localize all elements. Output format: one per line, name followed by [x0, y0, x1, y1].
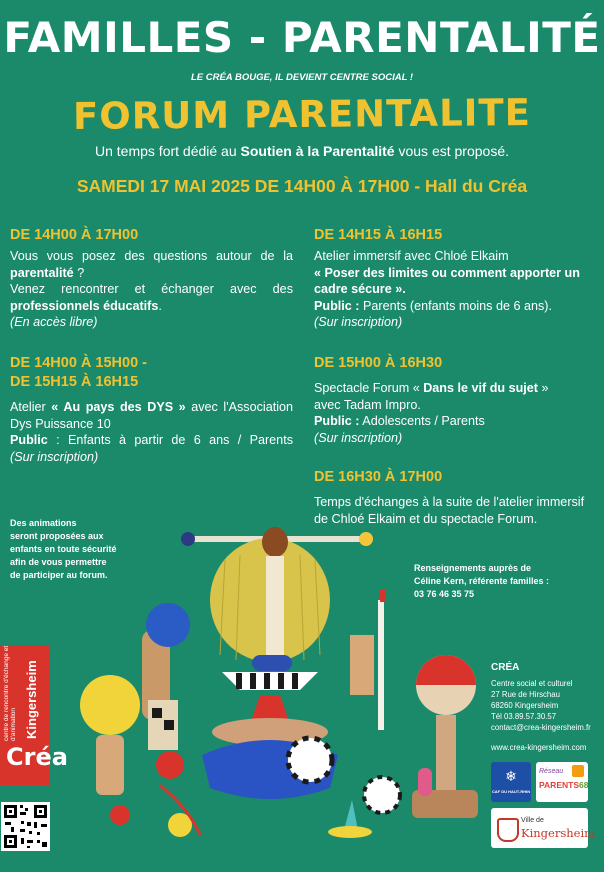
section-body	[314, 380, 596, 446]
body-bold: « Au pays des DYS »	[51, 400, 186, 414]
intro-bold: Soutien à la Parentalité	[240, 143, 395, 159]
body-text: .	[158, 298, 162, 313]
section-heading: DE 15H15 À 16H15	[10, 374, 139, 390]
ball-icon	[181, 532, 195, 546]
body-text: Spectacle Forum «	[314, 381, 424, 395]
section-heading: DE 16H30 À 17H00	[314, 469, 443, 485]
crea-name: CRÉA	[491, 662, 520, 673]
parents-number: 68	[579, 780, 589, 790]
body-text: : Enfants à partir de 6 ans / Parents	[47, 433, 293, 447]
body-text: ?	[73, 265, 85, 280]
ville-small-label: Ville de	[521, 817, 544, 824]
body-line: Temps d'échanges à la suite de l'atelier immersif	[314, 495, 585, 509]
body-bold: parentalité	[10, 265, 74, 280]
body-line: Vous vous posez des questions autour de la	[10, 249, 293, 263]
body-bold: Public	[10, 433, 48, 447]
contact-phone[interactable]: 03 76 46 35 75	[414, 589, 475, 599]
crea-logo	[0, 645, 68, 785]
right-section-1	[314, 226, 596, 331]
reseau-parents-logo	[536, 762, 588, 802]
doll-body-icon	[266, 556, 284, 656]
ball-icon	[359, 532, 373, 546]
intro-pre: Un temps fort dédié au	[95, 143, 241, 159]
blue-ball-icon	[146, 603, 190, 647]
doll-head-icon	[262, 527, 288, 557]
body-text: avec l'Association	[185, 400, 294, 414]
body-line: Venez rencontrer et échanger avec des	[10, 282, 293, 296]
section-body	[10, 399, 293, 465]
crea-logo-tagline: centre de rencontre d'échange et d'animation	[3, 645, 17, 741]
intro-post: vous est proposé.	[394, 143, 509, 159]
email-link[interactable]: contact@crea-kingersheim.fr	[491, 723, 591, 732]
caf-label: CAF DU HAUT-RHIN	[491, 789, 531, 794]
address-line: Tél 03.89.57.30.57	[491, 712, 557, 721]
section-body	[10, 248, 293, 331]
contact-line: Céline Kern, référente familles :	[414, 576, 550, 586]
date-text: SAMEDI 17 MAI 2025 DE 14H00 À 17H00	[76, 176, 410, 196]
caf-logo	[491, 762, 531, 802]
puzzle-icon	[572, 765, 584, 777]
contact-line: Renseignements auprès de	[414, 563, 532, 573]
contact-block	[414, 562, 594, 601]
note-line: enfants en toute sécurité	[10, 544, 117, 554]
body-text: Parents (enfants moins de 6 ans).	[359, 298, 552, 313]
animations-note	[10, 517, 150, 582]
section-body	[314, 248, 596, 331]
website-link[interactable]: www.crea-kingersheim.com	[491, 743, 587, 752]
forum-title: FORUM PARENTALITE	[72, 91, 532, 138]
address-line: Centre social et culturel	[491, 679, 573, 688]
section-heading: DE 14H00 À 17H00	[10, 227, 139, 243]
left-section-2	[10, 354, 293, 465]
body-text: »	[537, 381, 549, 395]
crea-logo-mark: Créa	[6, 743, 68, 771]
note-line: afin de vous permettre	[10, 557, 107, 567]
body-line: avec Tadam Impro.	[314, 397, 421, 412]
body-line: Dys Puissance 10	[10, 416, 111, 431]
reseau-label: Réseau	[539, 768, 564, 775]
body-bold: Public :	[314, 298, 360, 313]
qr-code-icon[interactable]	[1, 802, 50, 851]
access-note: (En accès libre)	[10, 315, 98, 329]
right-section-3	[314, 468, 598, 527]
note-line: seront proposées aux	[10, 531, 104, 541]
body-line: Atelier immersif avec Chloé Elkaim	[314, 249, 509, 263]
body-bold: professionnels éducatifs	[10, 298, 159, 313]
yellow-ball-icon	[80, 675, 140, 735]
tagline: LE CRÉA BOUGE, IL DEVIENT CENTRE SOCIAL !	[190, 72, 414, 83]
ville-label: Kingersheim	[521, 826, 596, 840]
body-bold: « Poser des limites ou comment apporter un	[314, 265, 580, 280]
ville-kingersheim-logo	[491, 808, 596, 848]
address-line: 68260 Kingersheim	[491, 701, 559, 710]
address-line: 27 Rue de Hirschau	[491, 690, 560, 699]
body-bold: cadre sécure ».	[314, 282, 406, 296]
right-section-2	[314, 354, 596, 446]
body-text: Atelier	[10, 400, 52, 414]
body-text: Adolescents / Parents	[359, 414, 485, 428]
registration-note: (Sur inscription)	[10, 449, 99, 464]
registration-note: (Sur inscription)	[314, 430, 403, 445]
registration-note: (Sur inscription)	[314, 315, 403, 329]
intro-line	[0, 143, 604, 159]
snowflake-icon: ❄	[505, 768, 517, 784]
body-bold: Dans le vif du sujet	[423, 381, 538, 395]
main-title: FAMILLES - PARENTALITÉ	[3, 13, 601, 62]
body-bold: Public :	[314, 414, 360, 428]
crea-logo-town: Kingersheim	[24, 660, 39, 739]
date-place: - Hall du Créa	[409, 176, 528, 196]
shield-icon	[497, 818, 519, 842]
candy-stick-icon	[378, 600, 384, 730]
note-line: de participer au forum.	[10, 570, 108, 580]
section-heading: DE 14H15 À 16H15	[314, 227, 443, 243]
body-line: de Chloé Elkaim et du spectacle Forum.	[314, 511, 538, 526]
date-line	[0, 176, 604, 197]
parents-label: PARENTS	[539, 780, 579, 790]
note-line: Des animations	[10, 518, 77, 528]
crea-address	[491, 662, 603, 753]
section-heading: DE 14H00 À 15H00 -	[10, 355, 148, 371]
left-section-1	[10, 226, 293, 331]
section-heading: DE 15H00 À 16H30	[314, 355, 443, 371]
